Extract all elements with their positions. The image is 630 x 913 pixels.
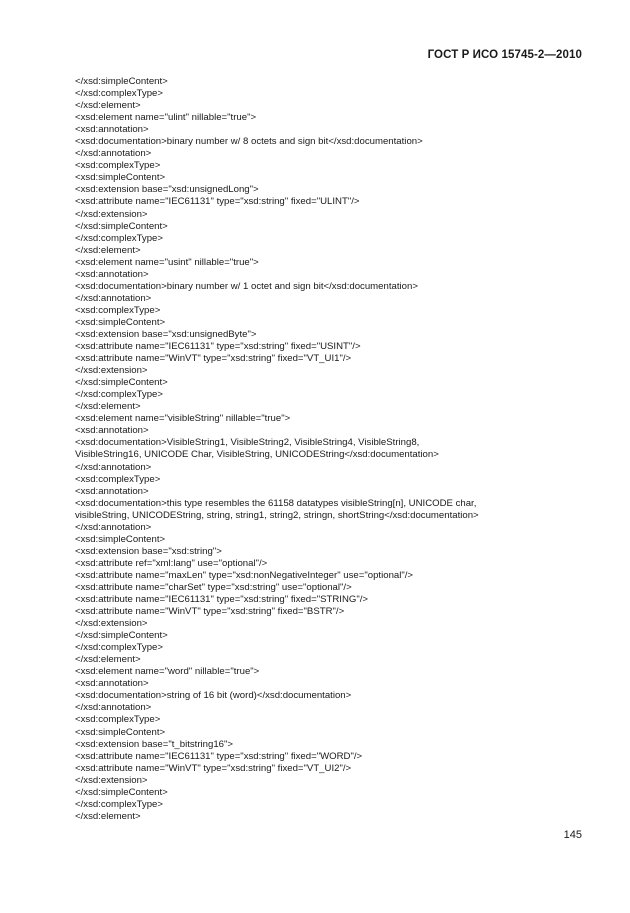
code-line: </xsd:element> <box>75 654 141 666</box>
code-line: <xsd:attribute name="IEC61131" type="xsd:string" fixed="ULINT"/> <box>75 196 360 208</box>
code-line: </xsd:annotation> <box>75 461 152 473</box>
code-line: </xsd:complexType> <box>75 642 163 654</box>
code-line: <xsd:documentation>binary number w/ 1 octet and sign bit</xsd:documentation> <box>75 280 418 292</box>
xml-schema-listing <box>75 76 545 823</box>
code-line: </xsd:complexType> <box>75 88 163 100</box>
code-line: </xsd:complexType> <box>75 232 163 244</box>
code-line: <xsd:simpleContent> <box>75 172 166 184</box>
code-line: <xsd:attribute name="charSet" type="xsd:string" use="optional"/> <box>75 581 352 593</box>
code-line: </xsd:complexType> <box>75 389 163 401</box>
code-line: </xsd:extension> <box>75 365 148 377</box>
code-line: <xsd:element name="visibleString" nillable="true"> <box>75 413 291 425</box>
code-line: </xsd:extension> <box>75 618 148 630</box>
code-line: </xsd:annotation> <box>75 521 152 533</box>
code-line: <xsd:complexType> <box>75 160 161 172</box>
code-line: </xsd:element> <box>75 244 141 256</box>
code-line: </xsd:simpleContent> <box>75 76 168 87</box>
code-line: <xsd:element name="word" nillable="true"> <box>75 666 260 678</box>
code-line: <xsd:simpleContent> <box>75 533 166 545</box>
code-line: </xsd:element> <box>75 100 141 112</box>
code-line: <xsd:attribute name="IEC61131" type="xsd:string" fixed="USINT"/> <box>75 341 361 353</box>
code-line: <xsd:documentation>binary number w/ 8 octets and sign bit</xsd:documentation> <box>75 136 423 148</box>
document-header: ГОСТ Р ИСО 15745-2—2010 <box>427 49 582 61</box>
code-line: <xsd:complexType> <box>75 304 161 316</box>
code-line: visibleString, UNICODEString, string, string1, string2, stringn, shortString</xsd:documentation> <box>75 509 479 521</box>
code-line: <xsd:extension base="xsd:string"> <box>75 545 222 557</box>
code-line: <xsd:attribute ref="xml:lang" use="optional"/> <box>75 557 268 569</box>
code-line: </xsd:simpleContent> <box>75 786 168 798</box>
code-line: <xsd:annotation> <box>75 678 149 690</box>
code-line: </xsd:annotation> <box>75 702 152 714</box>
code-line: <xsd:attribute name="WinVT" type="xsd:string" fixed="VT_UI1"/> <box>75 353 352 365</box>
code-line: </xsd:complexType> <box>75 798 163 810</box>
code-line: </xsd:simpleContent> <box>75 630 168 642</box>
page-number: 145 <box>563 829 582 841</box>
code-line: <xsd:simpleContent> <box>75 726 166 738</box>
code-line: <xsd:extension base="xsd:unsignedByte"> <box>75 328 257 340</box>
code-line: VisibleString16, UNICODE Char, VisibleString, UNICODEString</xsd:documentation> <box>75 449 439 461</box>
code-line: </xsd:simpleContent> <box>75 220 168 232</box>
code-line: <xsd:element name="ulint" nillable="true"> <box>75 112 257 124</box>
code-line: <xsd:annotation> <box>75 124 149 136</box>
code-line: <xsd:attribute name="IEC61131" type="xsd:string" fixed="STRING"/> <box>75 594 369 606</box>
code-line: </xsd:annotation> <box>75 292 152 304</box>
code-line: <xsd:attribute name="maxLen" type="xsd:nonNegativeInteger" use="optional"/> <box>75 569 414 581</box>
code-line: <xsd:documentation>this type resembles the 61158 datatypes visibleString[n], UNICODE char, <box>75 497 477 509</box>
code-line: <xsd:documentation>string of 16 bit (word)</xsd:documentation> <box>75 690 352 702</box>
code-line: </xsd:annotation> <box>75 148 152 160</box>
code-line: <xsd:simpleContent> <box>75 316 166 328</box>
code-line: <xsd:extension base="t_bitstring16"> <box>75 738 234 750</box>
code-line: </xsd:simpleContent> <box>75 377 168 389</box>
code-line: <xsd:annotation> <box>75 268 149 280</box>
code-line: <xsd:complexType> <box>75 473 161 485</box>
code-line: <xsd:extension base="xsd:unsignedLong"> <box>75 184 259 196</box>
code-line: <xsd:element name="usint" nillable="true"> <box>75 256 259 268</box>
code-line: <xsd:annotation> <box>75 425 149 437</box>
code-line: </xsd:extension> <box>75 208 148 220</box>
code-line: <xsd:attribute name="WinVT" type="xsd:string" fixed="VT_UI2"/> <box>75 762 352 774</box>
code-line: </xsd:extension> <box>75 774 148 786</box>
code-line: </xsd:element> <box>75 810 141 822</box>
code-line: <xsd:documentation>VisibleString1, VisibleString2, VisibleString4, VisibleString8, <box>75 437 420 449</box>
code-line: <xsd:attribute name="IEC61131" type="xsd:string" fixed="WORD"/> <box>75 750 363 762</box>
code-line: <xsd:attribute name="WinVT" type="xsd:string" fixed="BSTR"/> <box>75 606 345 618</box>
code-line: </xsd:element> <box>75 401 141 413</box>
code-line: <xsd:complexType> <box>75 714 161 726</box>
code-line: <xsd:annotation> <box>75 485 149 497</box>
